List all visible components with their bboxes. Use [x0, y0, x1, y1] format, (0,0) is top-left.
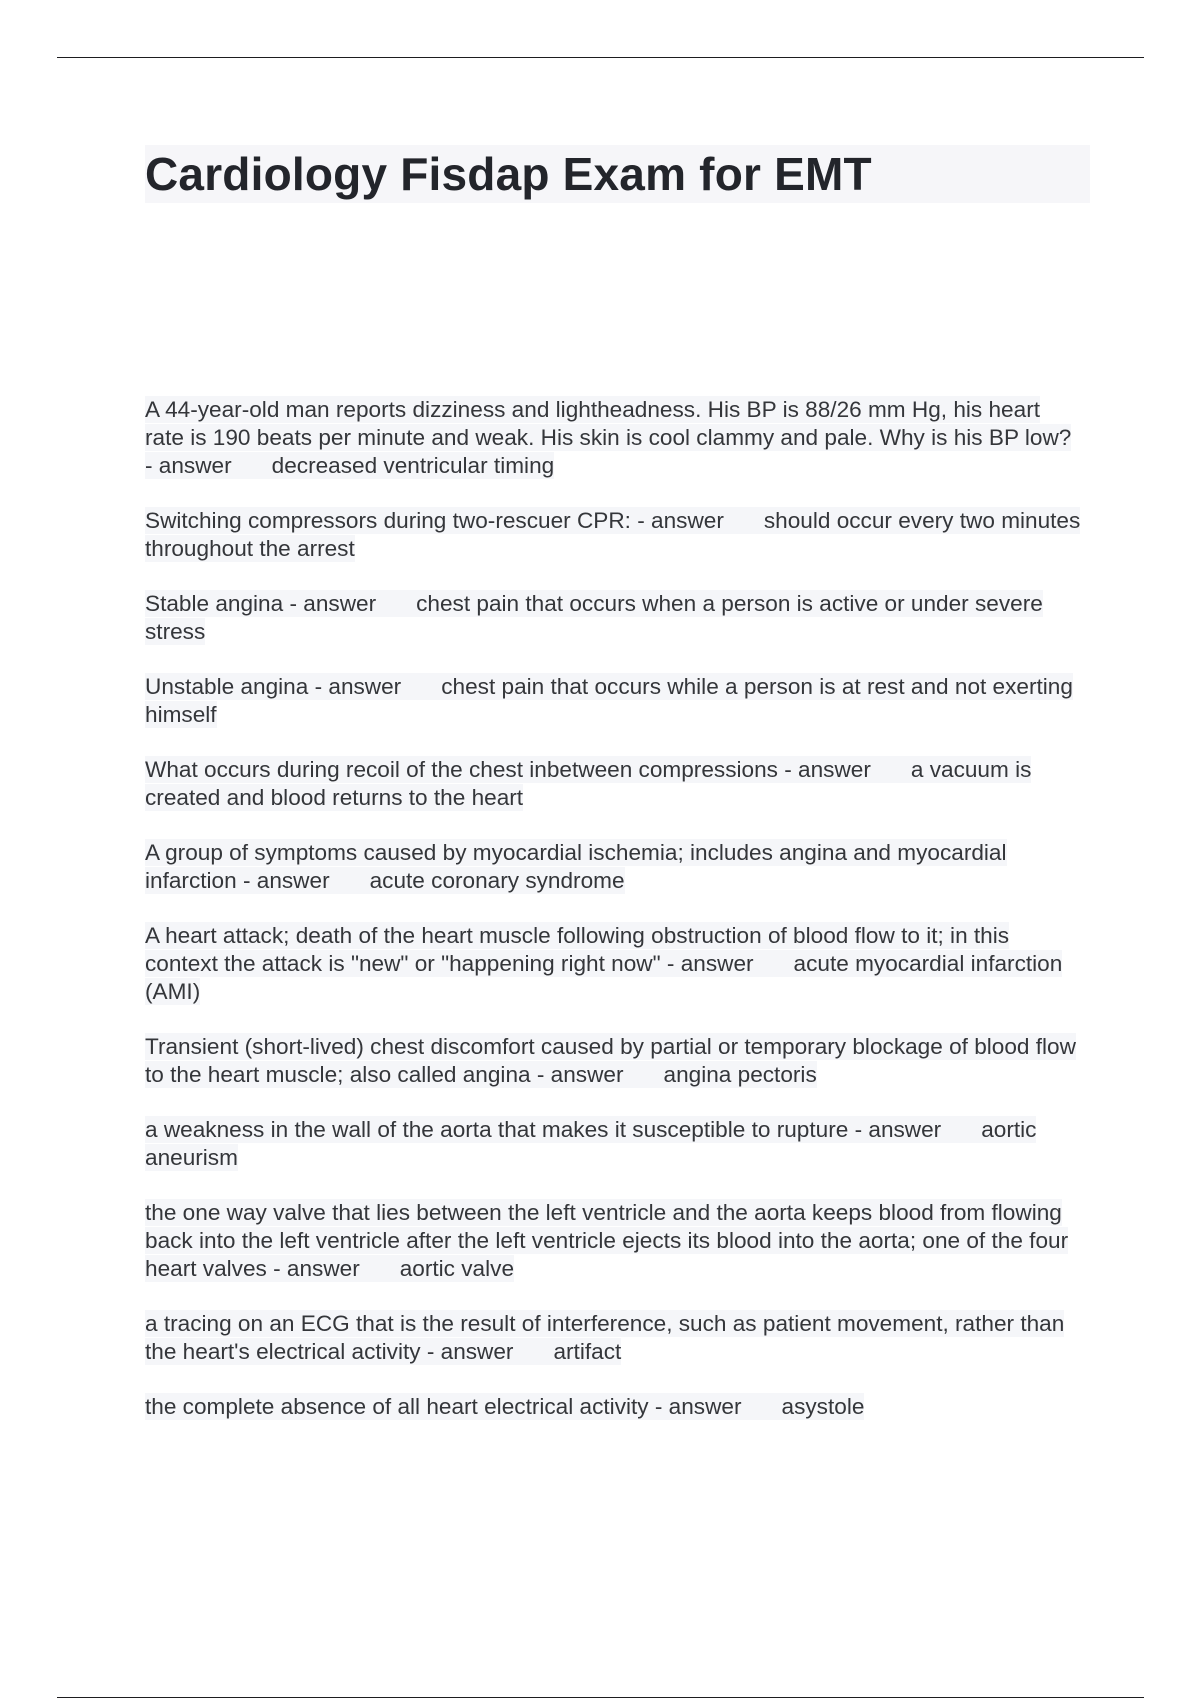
qa-item	[145, 673, 1085, 729]
top-rule	[57, 57, 1144, 58]
question-text: the one way valve that lies between the left ventricle and the aorta keeps blood from flowing back into the left ventricle after the left ventricle ejects its blood into the aorta; one of the four heart valves - answer	[145, 1200, 1069, 1281]
question-text: A group of symptoms caused by myocardial ischemia; includes angina and myocardial infarction - answer	[145, 840, 1007, 893]
question-text: Unstable angina - answer	[145, 674, 402, 699]
qa-item	[145, 1116, 1085, 1172]
qa-item	[145, 590, 1085, 646]
answer-text: acute myocardial infarction (AMI)	[145, 951, 1063, 1004]
answer-text: angina pectoris	[663, 1062, 817, 1087]
answer-text: asystole	[781, 1394, 865, 1419]
answer-text: aortic valve	[399, 1256, 515, 1281]
qa-list	[145, 396, 1085, 1448]
qa-item	[145, 922, 1085, 1006]
answer-text: aortic aneurism	[145, 1117, 1037, 1170]
qa-item	[145, 507, 1085, 563]
qa-item	[145, 839, 1085, 895]
question-text: What occurs during recoil of the chest inbetween compressions - answer	[145, 757, 871, 782]
question-text: A heart attack; death of the heart muscle following obstruction of blood flow to it; in this context the attack is "new" or "happening right now" - answer	[145, 923, 1010, 976]
question-text: Stable angina - answer	[145, 591, 377, 616]
answer-text: artifact	[553, 1339, 622, 1364]
answer-text: acute coronary syndrome	[369, 868, 625, 893]
qa-item	[145, 756, 1085, 812]
answer-text: decreased ventricular timing	[271, 453, 555, 478]
page-title: Cardiology Fisdap Exam for EMT	[145, 148, 872, 200]
question-text: the complete absence of all heart electrical activity - answer	[145, 1394, 742, 1419]
answer-text: a vacuum is created and blood returns to the heart	[145, 757, 1032, 810]
question-text: Switching compressors during two-rescuer CPR: - answer	[145, 508, 724, 533]
qa-item	[145, 396, 1085, 480]
qa-item	[145, 1310, 1085, 1366]
question-text: Transient (short-lived) chest discomfort caused by partial or temporary blockage of blood flow to the heart muscle; also called angina - answer	[145, 1034, 1076, 1087]
question-text: A 44-year-old man reports dizziness and lightheadness. His BP is 88/26 mm Hg, his heart rate is 190 beats per minute and weak. His skin is cool clammy and pale. Why is his BP low? - answer	[145, 397, 1072, 478]
question-text: a tracing on an ECG that is the result of interference, such as patient movement, rather than the heart's electrical activity - answer	[145, 1311, 1065, 1364]
qa-item	[145, 1199, 1085, 1283]
qa-item	[145, 1393, 1085, 1421]
question-text: a weakness in the wall of the aorta that makes it susceptible to rupture - answer	[145, 1117, 942, 1142]
bottom-rule	[57, 1697, 1144, 1698]
answer-text: chest pain that occurs when a person is active or under severe stress	[145, 591, 1043, 644]
qa-item	[145, 1033, 1085, 1089]
answer-text: chest pain that occurs while a person is at rest and not exerting himself	[145, 674, 1073, 727]
answer-text: should occur every two minutes throughout the arrest	[145, 508, 1081, 561]
